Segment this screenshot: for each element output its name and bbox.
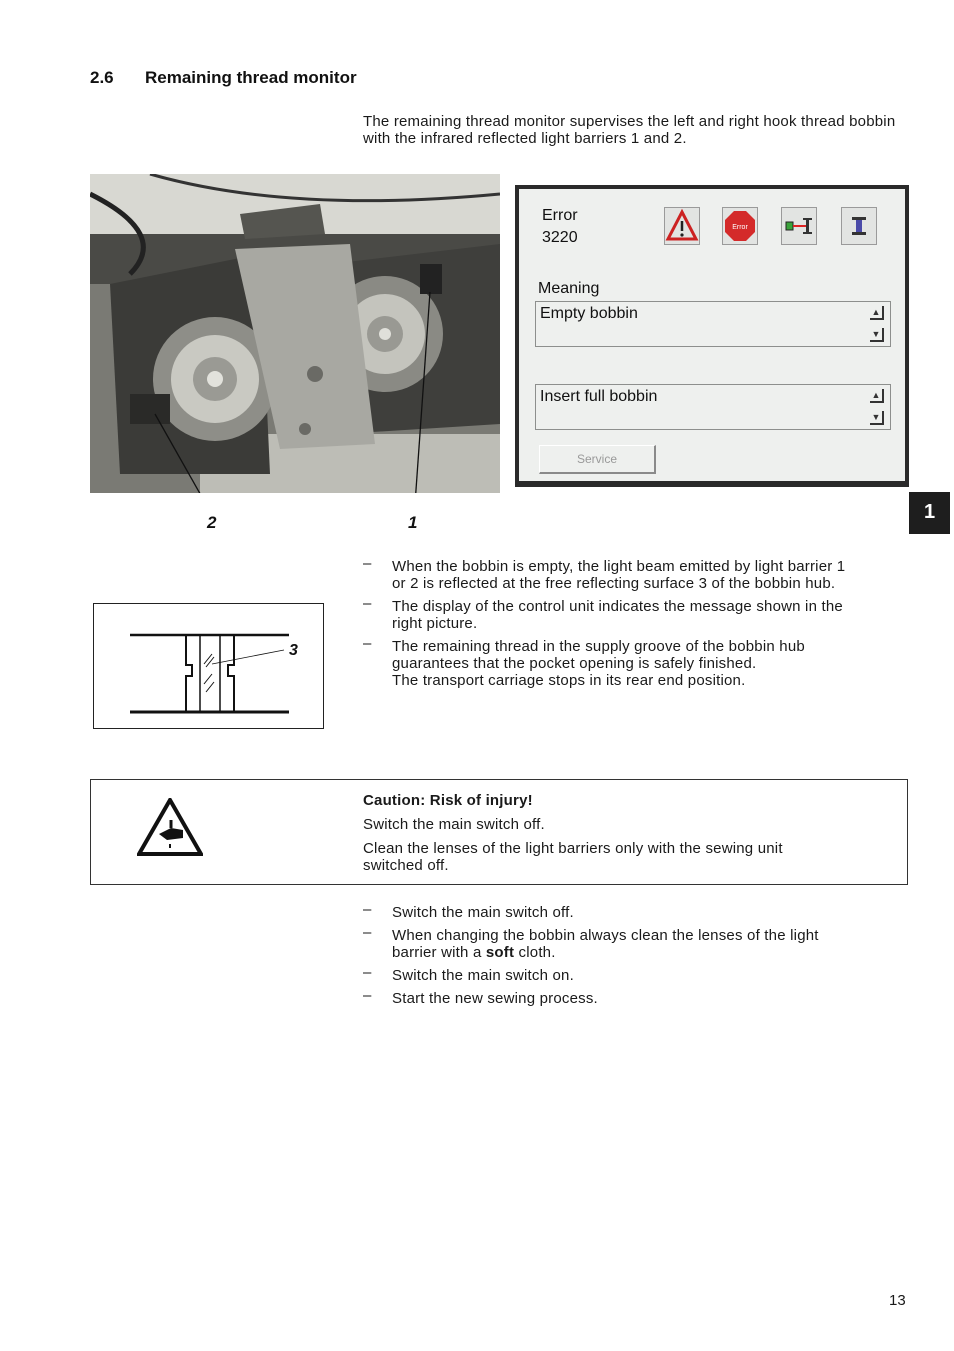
list-item: – Start the new sewing process. (363, 987, 598, 1007)
page-number: 13 (889, 1292, 906, 1309)
section-heading (90, 68, 357, 88)
list-item: – The remaining thread in the supply groove of the bobbin hub guarantees that the pocket opening is safely finished. The transport carriage stops in its rear end position. (363, 635, 805, 689)
section-title: Remaining thread monitor (145, 68, 357, 87)
meaning-field[interactable] (535, 301, 891, 347)
light-barrier-button[interactable] (781, 207, 817, 245)
scroll-down-icon[interactable]: ▼ (870, 411, 884, 425)
list-item: – Switch the main switch on. (363, 964, 574, 984)
action-value: Insert full bobbin (540, 388, 658, 405)
control-unit-display (515, 185, 909, 487)
callout-label-2: 2 (207, 513, 217, 532)
error-code: 3220 (542, 229, 578, 246)
stop-icon (723, 208, 757, 244)
hand-injury-warning-icon (137, 798, 203, 856)
callout-label-1: 1 (408, 513, 418, 532)
section-number: 2.6 (90, 68, 114, 87)
display-screen (519, 189, 905, 481)
error-label: Error (542, 207, 578, 224)
intro-paragraph: The remaining thread monitor supervises the left and right hook thread bobbin with the infrared reflected light barriers 1 and 2. (363, 113, 896, 147)
list-item: – Switch the main switch off. (363, 901, 574, 921)
scroll-up-icon[interactable]: ▲ (870, 389, 884, 403)
warning-icon (665, 208, 699, 244)
bobbin-hub-drawing (94, 604, 323, 728)
stop-icon-text: Error (732, 224, 748, 231)
bobbin-icon (842, 208, 876, 244)
list-item: – The display of the control unit indicates the message shown in the right picture. (363, 595, 843, 632)
photo-illustration (90, 174, 500, 493)
light-barrier-icon (782, 208, 816, 244)
meaning-label: Meaning (538, 280, 600, 297)
scroll-down-icon[interactable]: ▼ (870, 328, 884, 342)
service-button[interactable]: Service (539, 445, 656, 474)
caution-text (363, 792, 883, 881)
bobbin-button[interactable] (841, 207, 877, 245)
bullet-list-2 (363, 901, 908, 1013)
diagram-label-3: 3 (289, 642, 298, 659)
stop-button[interactable] (722, 207, 758, 245)
caution-line-2: Clean the lenses of the light barriers only with the sewing unit switched off. (363, 840, 783, 874)
meaning-value: Empty bobbin (540, 305, 638, 322)
scroll-up-icon[interactable]: ▲ (870, 306, 884, 320)
list-item: – When changing the bobbin always clean the lenses of the light barrier with a soft cloth. (363, 924, 819, 961)
caution-title: Caution: Risk of injury! (363, 792, 533, 809)
caution-line-1: Switch the main switch off. (363, 816, 545, 833)
warning-button[interactable] (664, 207, 700, 245)
chapter-tab: 1 (909, 492, 950, 534)
list-item: – When the bobbin is empty, the light beam emitted by light barrier 1 or 2 is reflected at the free reflecting surface 3 of the bobbin hub. (363, 555, 846, 592)
bobbin-hub-diagram (93, 603, 324, 729)
sewing-unit-photo (90, 174, 500, 493)
caution-box (90, 779, 908, 885)
bullet-list-1 (363, 555, 908, 695)
action-field[interactable] (535, 384, 891, 430)
